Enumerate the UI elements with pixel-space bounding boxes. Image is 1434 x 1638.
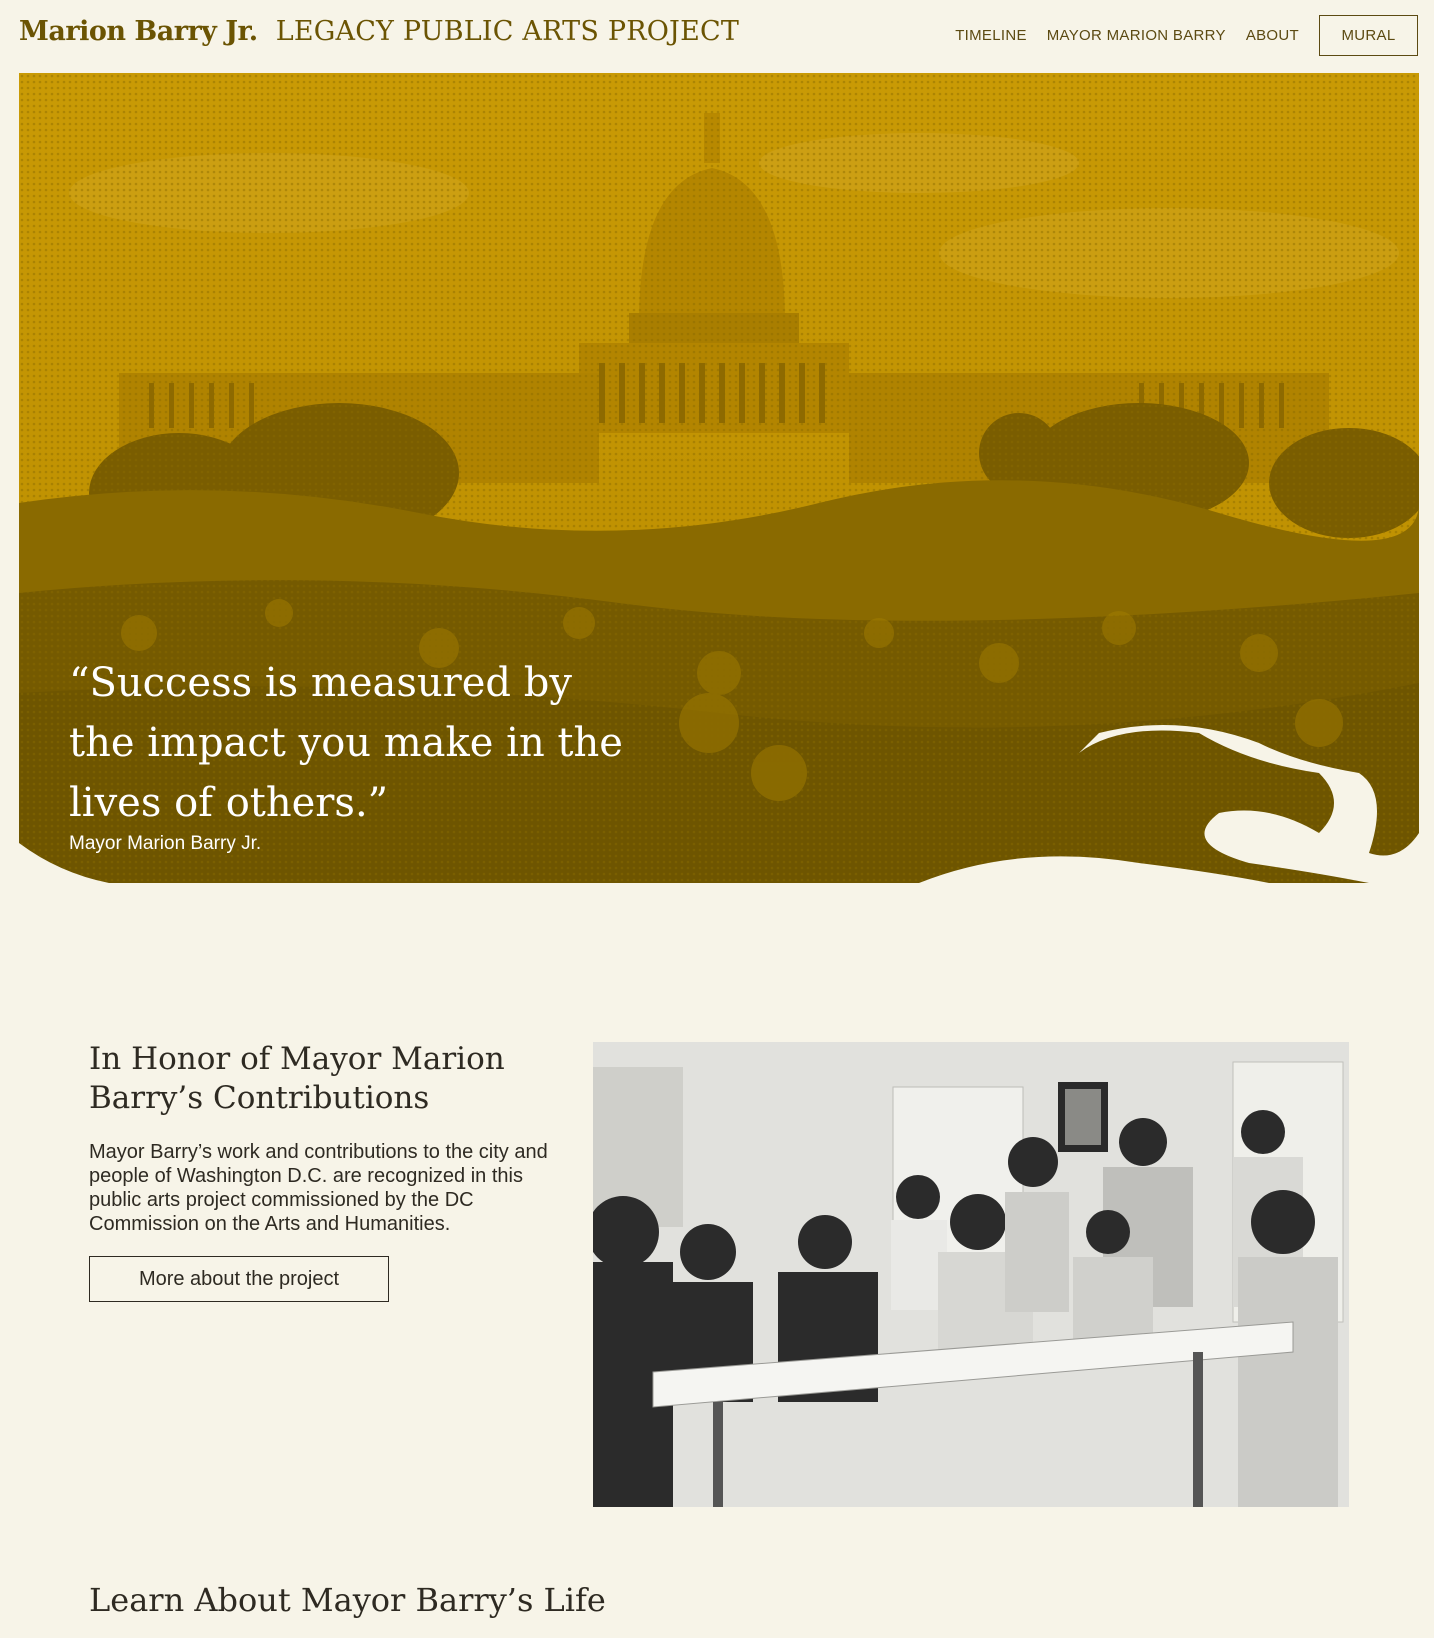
hero-banner xyxy=(19,73,1419,883)
main-nav xyxy=(935,15,1418,56)
learn-section-title: Learn About Mayor Barry’s Life xyxy=(89,1581,606,1619)
site-header xyxy=(0,0,1434,73)
honor-section xyxy=(89,1040,589,1302)
hero-quote: “Success is measured by the impact you make in the lives of others.” xyxy=(69,660,623,826)
honor-title: In Honor of Mayor Marion Barry’s Contributions xyxy=(89,1041,505,1116)
more-about-project-button[interactable]: More about the project xyxy=(89,1256,389,1302)
mural-button[interactable]: MURAL xyxy=(1319,15,1418,56)
historic-photo-press-conference xyxy=(593,1042,1349,1507)
nav-mayor-marion-barry[interactable]: MAYOR MARION BARRY xyxy=(1046,27,1226,44)
hero-attribution: Mayor Marion Barry Jr. xyxy=(69,833,262,854)
brand-name[interactable]: Marion Barry Jr. xyxy=(19,16,258,47)
nav-timeline[interactable]: TIMELINE xyxy=(955,27,1027,44)
press-conference-image xyxy=(593,1042,1349,1507)
nav-about[interactable]: ABOUT xyxy=(1245,27,1299,44)
brand-logo[interactable] xyxy=(19,16,739,56)
honor-text: Mayor Barry’s work and contributions to the city and people of Washington D.C. are recognized in this public arts project commissioned by the DC Commission on the Arts and Humanities. xyxy=(89,1141,548,1235)
brand-subtitle[interactable]: LEGACY PUBLIC ARTS PROJECT xyxy=(275,16,740,47)
